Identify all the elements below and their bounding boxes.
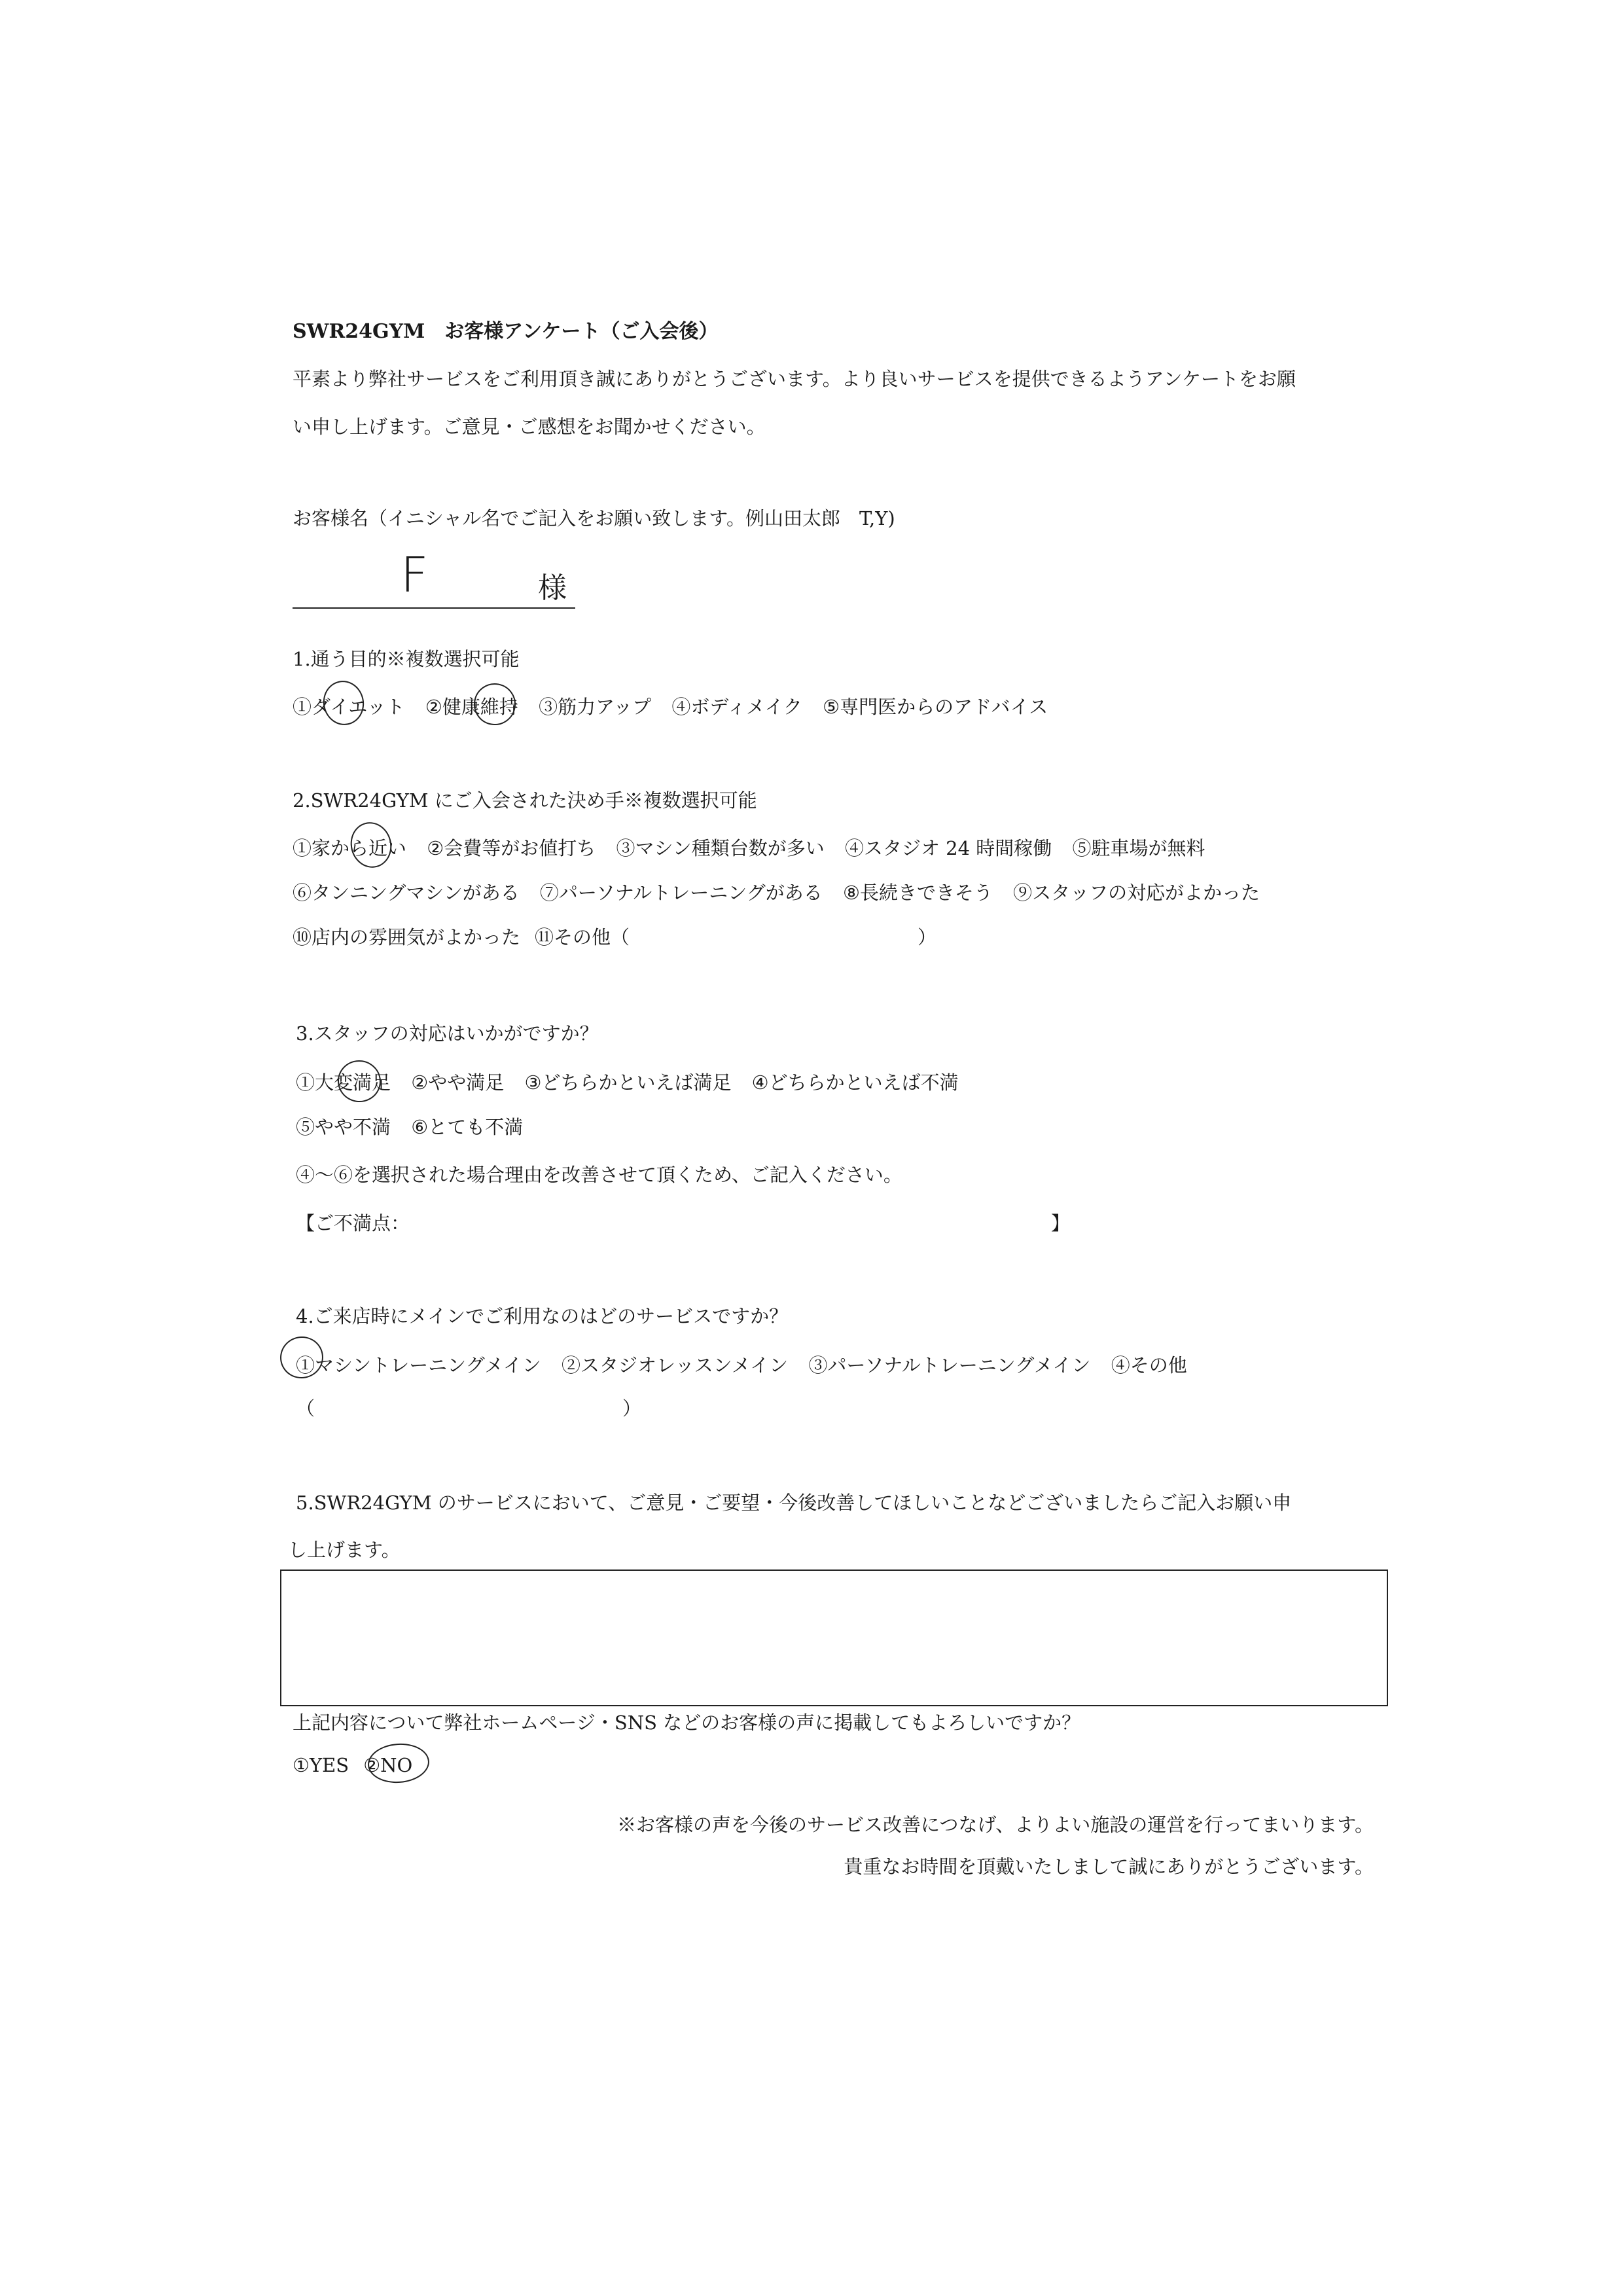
q2-options-row3	[293, 928, 936, 947]
q4-option-other[interactable]: ④その他	[1111, 1354, 1187, 1376]
customer-name-suffix: 様	[538, 571, 567, 605]
q2-title: 2.SWR24GYM にご入会された決め手※複数選択可能	[293, 789, 757, 812]
publish-question: 上記内容について弊社ホームページ・SNS などのお客様の声に掲載してもよろしいですか？	[293, 1712, 1081, 1734]
q2-option-sustainable[interactable]: ⑧長続きできそう	[842, 882, 993, 904]
q3-complaint-open: 【ご不満点：	[296, 1212, 410, 1234]
q3-option-rather-dissatisfied[interactable]: ④どちらかといえば不満	[751, 1071, 959, 1094]
q2-option-parking[interactable]: ⑤駐車場が無料	[1072, 837, 1205, 859]
q2-near-home-circle-mark	[346, 817, 397, 872]
q2-option-fees[interactable]: ②会費等がお値打ち	[427, 837, 596, 859]
q5-line-2: し上げます。	[288, 1539, 401, 1561]
q1-title: 1.通う目的※複数選択可能	[293, 648, 520, 670]
q2-option-atmosphere[interactable]: ⑩店内の雰囲気がよかった	[293, 926, 521, 948]
publish-yes[interactable]: ①YES	[293, 1754, 349, 1776]
q2-option-other[interactable]: ⑪その他（	[535, 926, 630, 948]
q2-other-close: ）	[918, 926, 937, 948]
q2-options-row2	[293, 884, 1260, 903]
q1-option-bodymake[interactable]: ④ボディメイク	[671, 696, 802, 718]
q3-option-very-satisfied[interactable]: ①大変満足	[296, 1071, 391, 1094]
q1-option-muscle[interactable]: ③筋力アップ	[539, 696, 652, 718]
publish-no-circle-mark	[366, 1742, 431, 1785]
q2-options-row1	[293, 839, 1205, 858]
q4-option-studio[interactable]: ②スタジオレッスンメイン	[562, 1354, 789, 1376]
q1-option-diet[interactable]: ①ダイエット	[293, 696, 405, 718]
q4-option-machine[interactable]: ①マシントレーニングメイン	[296, 1354, 541, 1376]
customer-name-handwritten[interactable]: F	[401, 547, 429, 603]
q3-note: ④〜⑥を選択された場合理由を改善させて頂くため、ご記入ください。	[296, 1164, 902, 1186]
publish-no[interactable]: ②NO	[363, 1754, 413, 1776]
q5-line-1: 5.SWR24GYM のサービスにおいて、ご意見・ご要望・今後改善してほしいことなどございましたらご記入お願い申	[296, 1492, 1292, 1514]
q5-comment-box[interactable]	[280, 1570, 1388, 1706]
q3-title: 3.スタッフの対応はいかがですか？	[296, 1022, 599, 1045]
intro-line-1: 平素より弊社サービスをご利用頂き誠にありがとうございます。より良いサービスを提供できるようアンケートをお願	[293, 368, 1296, 390]
q2-option-near-home[interactable]: ①家から近い	[293, 837, 407, 859]
q1-health-circle-mark	[471, 680, 519, 728]
q1-option-health[interactable]: ②健康維持	[425, 696, 518, 718]
q3-very-satisfied-circle-mark	[335, 1058, 383, 1105]
q3-option-somewhat-satisfied[interactable]: ②やや満足	[411, 1071, 505, 1094]
q3-option-very-dissatisfied[interactable]: ⑥とても不満	[411, 1116, 524, 1138]
q2-option-machines[interactable]: ③マシン種類台数が多い	[616, 837, 825, 859]
q2-option-studio24[interactable]: ④スタジオ 24 時間稼働	[844, 837, 1052, 859]
customer-name-underline	[293, 607, 575, 609]
q3-options-row1	[296, 1073, 959, 1092]
q4-options	[296, 1356, 1187, 1375]
q4-other-field[interactable]	[296, 1399, 641, 1418]
q2-option-personal[interactable]: ⑦パーソナルトレーニングがある	[539, 882, 823, 904]
q1-diet-circle-mark	[319, 677, 368, 728]
q3-complaint-field[interactable]	[296, 1214, 1070, 1233]
customer-name-label: お客様名（イニシャル名でご記入をお願い致します。例山田太郎 T,Y)	[293, 507, 895, 529]
q3-option-rather-satisfied[interactable]: ③どちらかといえば満足	[524, 1071, 732, 1094]
q4-paren-open: （	[296, 1397, 315, 1420]
q2-option-tanning[interactable]: ⑥タンニングマシンがある	[293, 882, 520, 904]
q3-options-row2	[296, 1118, 523, 1137]
q4-title: 4.ご来店時にメインでご利用なのはどのサービスですか？	[296, 1305, 789, 1327]
q2-option-staff[interactable]: ⑨スタッフの対応がよかった	[1013, 882, 1260, 904]
intro-line-2: い申し上げます。ご意見・ご感想をお聞かせください。	[293, 416, 766, 438]
q3-option-somewhat-dissatisfied[interactable]: ⑤やや不満	[296, 1116, 391, 1138]
q1-option-doctor[interactable]: ⑤専門医からのアドバイス	[823, 696, 1048, 718]
footer-note-2: 貴重なお時間を頂戴いたしまして誠にありがとうございます。	[844, 1856, 1374, 1878]
q3-complaint-close: 】	[1051, 1212, 1071, 1234]
survey-title: SWR24GYM お客様アンケート（ご入会後）	[293, 320, 719, 343]
q4-option-personal[interactable]: ③パーソナルトレーニングメイン	[808, 1354, 1091, 1376]
q1-options	[293, 698, 1048, 717]
q4-paren-close: ）	[622, 1397, 642, 1420]
footer-note-1: ※お客様の声を今後のサービス改善につなげ、よりよい施設の運営を行ってまいります。	[617, 1814, 1374, 1836]
